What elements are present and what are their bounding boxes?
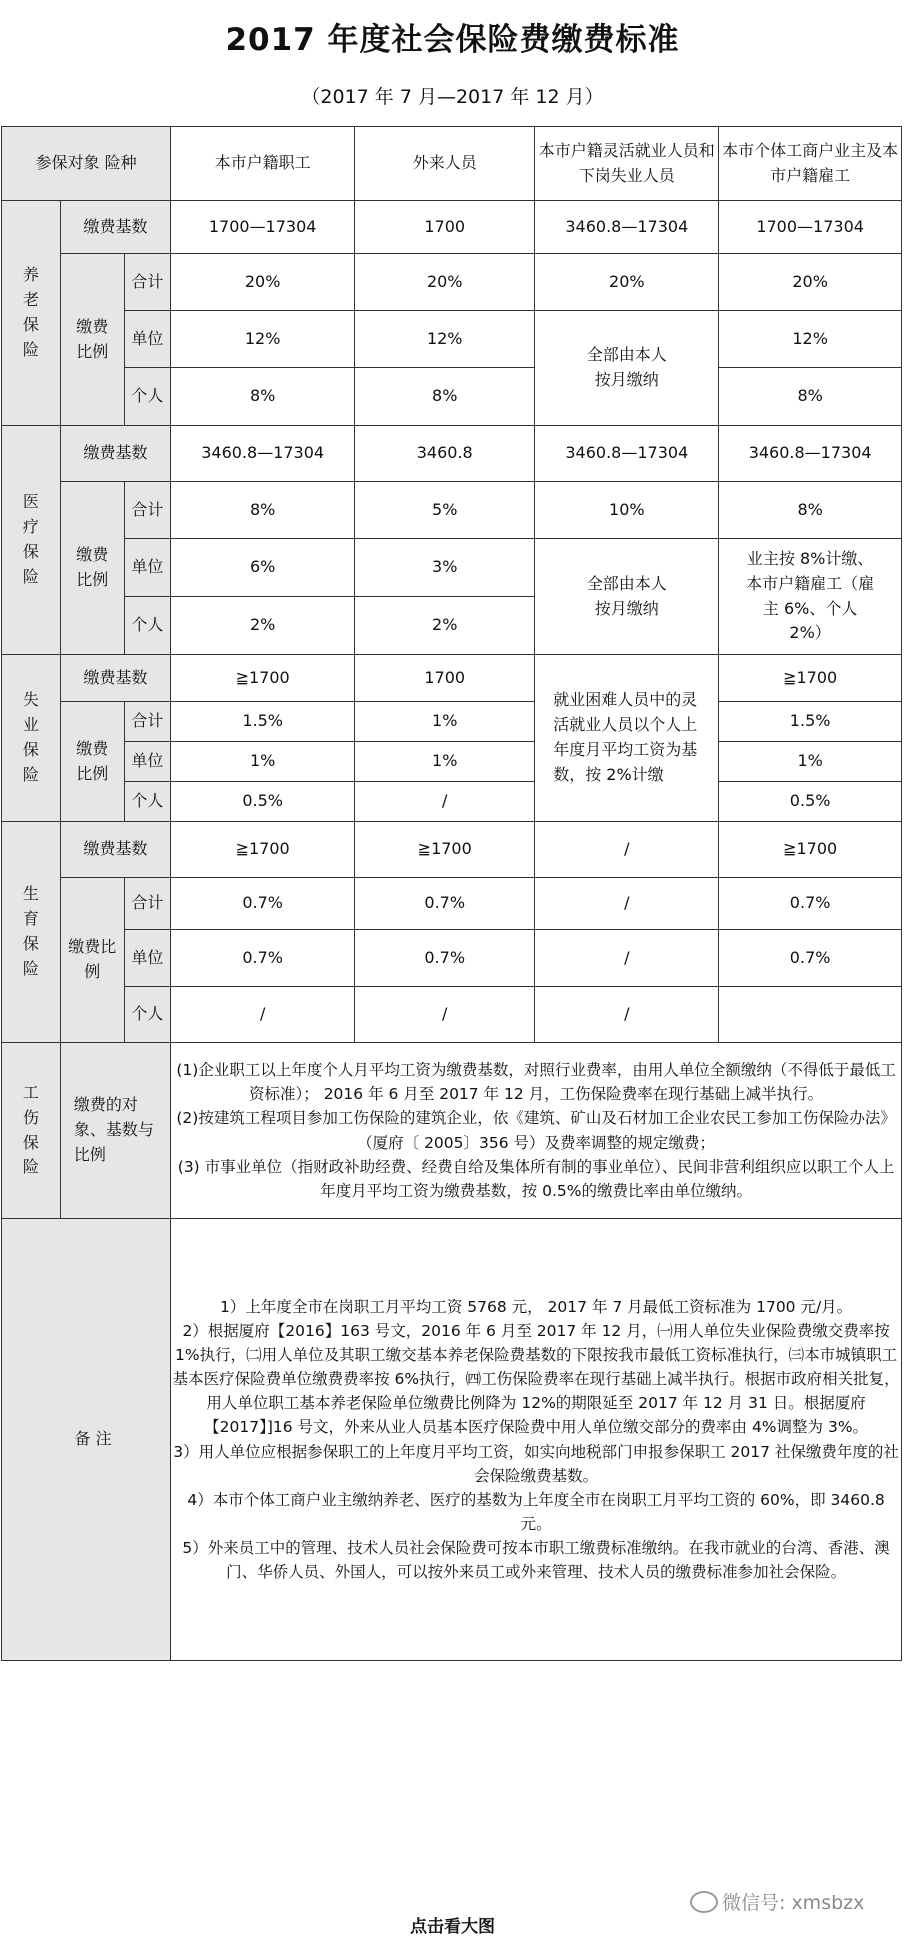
- maternity-unit-label: 单位: [124, 930, 171, 987]
- pension-base-c1: 1700—17304: [171, 201, 355, 254]
- remarks-notes: [171, 1219, 902, 1661]
- pension-personal-c2: 8%: [355, 368, 535, 426]
- maternity-base-label: 缴费基数: [60, 822, 170, 878]
- header-row: [2, 127, 902, 201]
- pension-unit-c4: 12%: [719, 311, 902, 368]
- medical-unit-label: 单位: [124, 539, 171, 597]
- pension-personal-label: 个人: [124, 368, 171, 426]
- maternity-total-row: [2, 878, 902, 930]
- remarks-row: [2, 1219, 902, 1661]
- injury-note-3: (3) 市事业单位（指财政补助经费、经费自给及集体所有制的事业单位）、民间非营利组织应以职工个人上年度月平均工资为缴费基数，按 0.5%的缴费比率由单位缴纳。: [177, 1157, 895, 1200]
- unemployment-personal-c4: 0.5%: [719, 782, 902, 822]
- unemployment-total-label: 合计: [124, 702, 171, 742]
- unemployment-flexible-note: 就业困难人员中的灵活就业人员以个人上年度月平均工资为基数，按 2%计缴: [535, 655, 719, 822]
- medical-base-c2: 3460.8: [355, 426, 535, 482]
- injury-row: [2, 1043, 902, 1219]
- pension-base-c4: 1700—17304: [719, 201, 902, 254]
- maternity-total-c1: 0.7%: [171, 878, 355, 930]
- remark-3: 3）用人单位应根据参保职工的上年度月平均工资，如实向地税部门申报参保职工 2017 社保缴费年度的社会保险缴费基数。: [173, 1442, 899, 1485]
- header-col-local-employee: 本市户籍职工: [171, 127, 355, 201]
- page-title: 2017 年度社会保险费缴费标准: [225, 22, 680, 58]
- unemployment-personal-c2: /: [355, 782, 535, 822]
- wechat-id: 微信号: xmsbzx: [722, 1892, 865, 1914]
- maternity-personal-c3: /: [535, 987, 719, 1043]
- medical-total-label: 合计: [124, 482, 171, 539]
- medical-total-c3: 10%: [535, 482, 719, 539]
- unemployment-unit-label: 单位: [124, 742, 171, 782]
- medical-total-c4: 8%: [719, 482, 902, 539]
- maternity-personal-c1: /: [171, 987, 355, 1043]
- medical-total-c2: 5%: [355, 482, 535, 539]
- header-col-self-employed: 本市个体工商户业主及本市户籍雇工: [719, 127, 902, 201]
- injury-notes: [171, 1043, 902, 1219]
- medical-base-row: [2, 426, 902, 482]
- medical-total-row: [2, 482, 902, 539]
- injury-label: 工伤保险: [2, 1043, 61, 1219]
- remarks-label: 备 注: [2, 1219, 171, 1661]
- maternity-ratio-label: 缴费比例: [60, 878, 124, 1043]
- pension-total-row: [2, 254, 902, 311]
- medical-self-employed-note: 业主按 8%计缴、本市户籍雇工（雇主 6%、个人 2%）: [719, 539, 902, 655]
- remark-5: 5）外来员工中的管理、技术人员社会保险费可按本市职工缴费标准缴纳。在我市就业的台湾、香港、澳门、华侨人员、外国人，可以按外来员工或外来管理、技术人员的缴费标准参加社会保险。: [182, 1538, 890, 1581]
- medical-total-c1: 8%: [171, 482, 355, 539]
- injury-note-1: (1)企业职工以上年度个人月平均工资为缴费基数，对照行业费率，由用人单位全额缴纳（不得低于最低工资标准）； 2016 年 6 月至 2017 年 12 月，工伤保险费率在现行基础上减半执行。: [176, 1061, 896, 1104]
- pension-personal-row: [2, 368, 902, 426]
- pension-unit-c2: 12%: [355, 311, 535, 368]
- maternity-personal-label: 个人: [124, 987, 171, 1043]
- medical-base-c3: 3460.8—17304: [535, 426, 719, 482]
- unemployment-unit-row: [2, 742, 902, 782]
- unemployment-personal-c1: 0.5%: [171, 782, 355, 822]
- header-col-migrant: 外来人员: [355, 127, 535, 201]
- unemployment-base-label: 缴费基数: [60, 655, 170, 702]
- remark-4: 4）本市个体工商户业主缴纳养老、医疗的基数为上年度全市在岗职工月平均工资的 60%，即 3460.8 元。: [187, 1490, 885, 1533]
- pension-base-c3: 3460.8—17304: [535, 201, 719, 254]
- injury-scope-label: 缴费的对象、基数与比例: [60, 1043, 170, 1219]
- medical-unit-row: [2, 539, 902, 597]
- wechat-icon: [690, 1891, 718, 1913]
- maternity-total-c3: /: [535, 878, 719, 930]
- view-large-image-link[interactable]: 点击看大图: [410, 1917, 495, 1937]
- unemployment-base-row: [2, 655, 902, 702]
- maternity-label: 生育保险: [2, 822, 61, 1043]
- header-corner: 参保对象 险种: [2, 127, 171, 201]
- unemployment-ratio-label: 缴费比例: [60, 702, 124, 822]
- remark-1: 1）上年度全市在岗职工月平均工资 5768 元， 2017 年 7 月最低工资标准为 1700 元/月。: [219, 1298, 853, 1317]
- maternity-base-row: [2, 822, 902, 878]
- maternity-base-c4: ≧1700: [719, 822, 902, 878]
- unemployment-unit-c2: 1%: [355, 742, 535, 782]
- maternity-unit-c1: 0.7%: [171, 930, 355, 987]
- medical-ratio-label: 缴费比例: [60, 482, 124, 655]
- unemployment-base-c1: ≧1700: [171, 655, 355, 702]
- maternity-total-c2: 0.7%: [355, 878, 535, 930]
- pension-total-c3: 20%: [535, 254, 719, 311]
- maternity-total-c4: 0.7%: [719, 878, 902, 930]
- unemployment-base-c2: 1700: [355, 655, 535, 702]
- maternity-base-c3: /: [535, 822, 719, 878]
- unemployment-total-c4: 1.5%: [719, 702, 902, 742]
- unemployment-base-c4: ≧1700: [719, 655, 902, 702]
- maternity-unit-c3: /: [535, 930, 719, 987]
- unemployment-total-c2: 1%: [355, 702, 535, 742]
- medical-unit-c2: 3%: [355, 539, 535, 597]
- pension-base-c2: 1700: [355, 201, 535, 254]
- pension-self-paid: 全部由本人按月缴纳: [535, 311, 719, 426]
- unemployment-label: 失业保险: [2, 655, 61, 822]
- pension-personal-c4: 8%: [719, 368, 902, 426]
- injury-note-2: (2)按建筑工程项目参加工伤保险的建筑企业，依《建筑、矿山及石材加工企业农民工参加工伤保险办法》（厦府〔 2005〕356 号）及费率调整的规定缴费；: [176, 1109, 896, 1152]
- pension-unit-row: [2, 311, 902, 368]
- maternity-total-label: 合计: [124, 878, 171, 930]
- pension-base-row: [2, 201, 902, 254]
- medical-personal-label: 个人: [124, 597, 171, 655]
- wechat-watermark: [690, 1888, 864, 1915]
- maternity-base-c1: ≧1700: [171, 822, 355, 878]
- maternity-personal-c2: /: [355, 987, 535, 1043]
- contribution-table: [1, 126, 902, 1661]
- pension-personal-c1: 8%: [171, 368, 355, 426]
- pension-label: 养老保险: [2, 201, 61, 426]
- pension-ratio-label: 缴费比例: [60, 254, 124, 426]
- pension-total-c4: 20%: [719, 254, 902, 311]
- maternity-personal-row: [2, 987, 902, 1043]
- maternity-base-c2: ≧1700: [355, 822, 535, 878]
- unemployment-unit-c1: 1%: [171, 742, 355, 782]
- medical-base-c4: 3460.8—17304: [719, 426, 902, 482]
- pension-total-c2: 20%: [355, 254, 535, 311]
- unemployment-unit-c4: 1%: [719, 742, 902, 782]
- maternity-personal-c4: [719, 987, 902, 1043]
- medical-personal-c1: 2%: [171, 597, 355, 655]
- unemployment-personal-row: [2, 782, 902, 822]
- medical-unit-c1: 6%: [171, 539, 355, 597]
- medical-personal-c2: 2%: [355, 597, 535, 655]
- unemployment-total-row: [2, 702, 902, 742]
- remark-2: 2）根据厦府【2016】163 号文，2016 年 6 月至 2017 年 12 月，㈠用人单位失业保险费缴交费率按 1%执行，㈡用人单位及其职工缴交基本养老保险费基数的下限按我市最低工资标准执行，㈢本市城镇职工基本医疗保险费单位缴费费率按 6%执行，㈣工伤保险费率在现行基础上减半执行。根据市政府相关批复，用人单位职工基本养老保险单位缴费比例降为 12%的期限延至 2017 年 12 月 31 日。根据厦府【2017】]16 号文，外来从业人员基本医疗保险费中用人单位缴交部分的费率由 4%调整为 3%。: [172, 1322, 900, 1437]
- pension-unit-label: 单位: [124, 311, 171, 368]
- medical-base-c1: 3460.8—17304: [171, 426, 355, 482]
- header-col-flexible: 本市户籍灵活就业人员和下岗失业人员: [535, 127, 719, 201]
- maternity-unit-c4: 0.7%: [719, 930, 902, 987]
- pension-total-label: 合计: [124, 254, 171, 311]
- page-subtitle: （2017 年 7 月—2017 年 12 月）: [301, 86, 604, 108]
- medical-label: 医疗保险: [2, 426, 61, 655]
- medical-self-paid: 全部由本人按月缴纳: [535, 539, 719, 655]
- medical-base-label: 缴费基数: [60, 426, 170, 482]
- pension-unit-c1: 12%: [171, 311, 355, 368]
- maternity-unit-c2: 0.7%: [355, 930, 535, 987]
- unemployment-total-c1: 1.5%: [171, 702, 355, 742]
- maternity-unit-row: [2, 930, 902, 987]
- pension-base-label: 缴费基数: [60, 201, 170, 254]
- pension-total-c1: 20%: [171, 254, 355, 311]
- unemployment-personal-label: 个人: [124, 782, 171, 822]
